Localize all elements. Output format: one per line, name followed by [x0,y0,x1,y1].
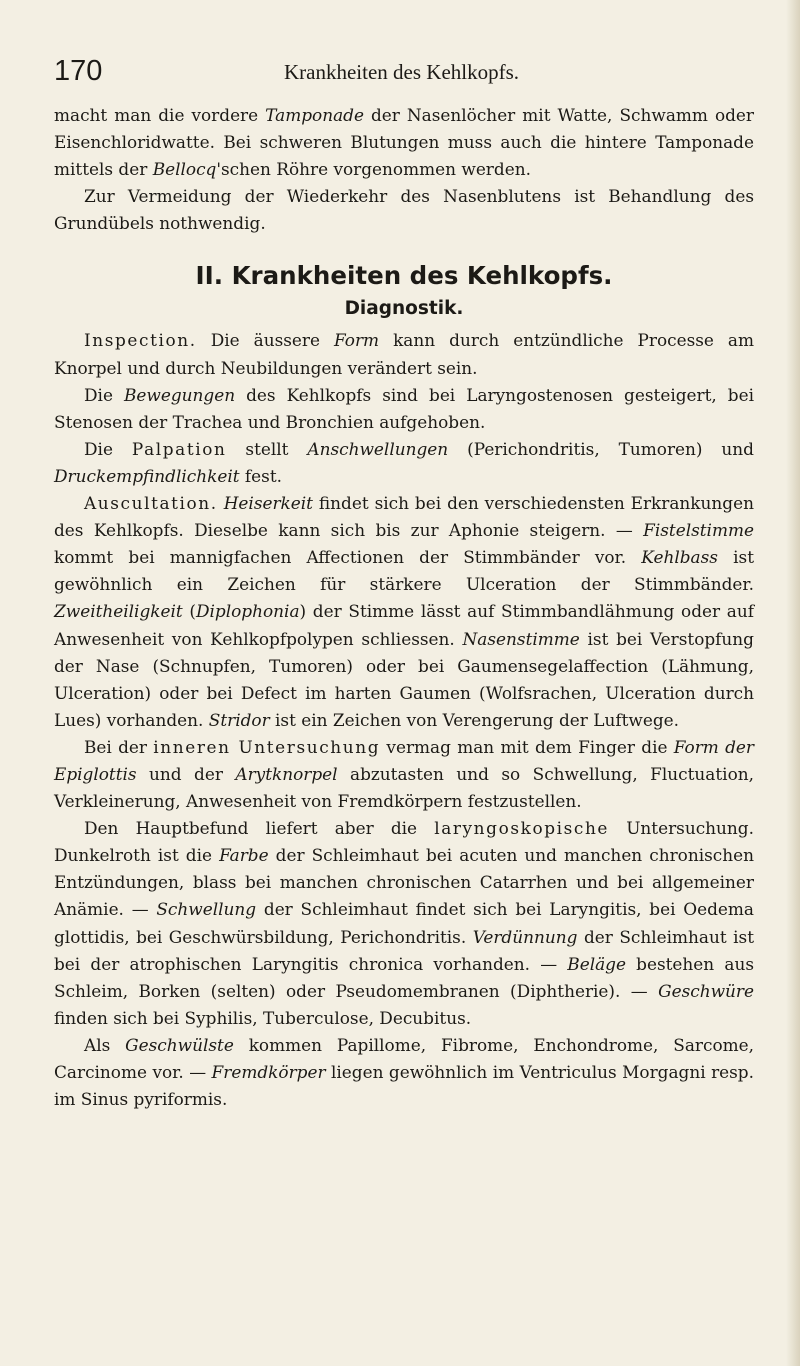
term-geschwuere: Geschwüre [658,980,754,1001]
term-form-epiglottis: Form der Epiglottis [54,736,754,784]
paragraph-laryngoskopie: Den Hauptbefund liefert aber die laryngoskopische Untersuchung. Dunkelroth ist die Farbe der Schleimhaut bei acuten und manchen chronischen Entzündungen, blass bei manchen chronischen Catarrhen und bei allgemeiner Anämie. — Schwellung der Schleimhaut findet sich bei Laryngitis, bei Oedema glottidis, bei Geschwürsbildung, Perichondritis. Verdünnung der Schleimhaut ist bei der atrophischen Laryngitis chronica vorhanden. — Beläge bestehen aus Schleim, Borken (selten) oder Pseudomembranen (Diphtherie). — Geschwüre finden sich bei Syphilis, Tuberculose, Decubitus. [54,818,755,1028]
paragraph-palpation: Die Palpation stellt Anschwellungen (Perichondritis, Tumoren) und Druckempfindlichkeit fest. [54,438,754,486]
book-page [54,54,754,1113]
term-nasenstimme: Nasenstimme [462,628,580,649]
section-title: II. Krankheiten des Kehlkopfs. [195,261,613,291]
term-form: Form [334,330,380,351]
term-heiserkeit: Heiserkeit [223,493,313,514]
paragraph-inspection: Inspection. Die äussere Form kann durch entzündliche Processe am Knorpel und durch Neubildungen verändert sein. [54,330,754,378]
term-fistelstimme: Fistelstimme [643,520,754,541]
term-belaege: Beläge [567,953,626,974]
term-laryngoskopische: laryngoskopische [434,818,610,839]
term-druckempfindlichkeit: Druckempfindlichkeit [54,465,240,486]
paragraph-geschwuelste: Als Geschwülste kommen Papillome, Fibrome, Enchondrome, Sarcome, Carcinome vor. — Fremdkörper liegen gewöhnlich im Ventriculus Morgagni resp. im Sinus pyriformis. [54,1034,755,1110]
term-stridor: Stridor [208,709,270,730]
term-innere-untersuchung: inneren Untersuchung [153,736,381,757]
term-arytknorpel: Arytknorpel [235,763,338,784]
term-kehlbass: Kehlbass [641,547,718,568]
term-bellocq: Bellocq [152,159,217,180]
term-verduennung: Verdünnung [472,926,578,947]
term-farbe: Farbe [219,845,269,866]
term-anschwellungen: Anschwellungen [307,438,449,459]
term-schwellung: Schwellung [156,899,257,920]
term-auscultation: Auscultation. [84,493,218,514]
page-number: 170 [54,55,103,87]
term-zweitheiligkeit: Zweitheiligkeit [54,601,183,622]
term-palpation: Palpation [131,438,227,459]
paragraph-innere-untersuchung: Bei der inneren Untersuchung vermag man mit dem Finger die Form der Epiglottis und der Arytknorpel abzutasten und so Schwellung, Fluctuation, Verkleinerung, Anwesenheit von Fremdkörpern festzustellen. [54,736,754,812]
paragraph-tamponade: macht man die vordere Tamponade der Nasenlöcher mit Watte, Schwamm oder Eisenchloridwatte. Bei schweren Blutungen muss auch die hintere Tamponade mittels der Bellocq'schen Röhre vorgenommen werden. [54,105,754,180]
paragraph-auscultation: Auscultation. Heiserkeit findet sich bei den verschiedensten Erkrankungen des Kehlkopfs. Dieselbe kann sich bis zur Aphonie steigern. — Fistelstimme kommt bei mannigfachen Affectionen der Stimmbänder vor. Kehlbass ist gewöhnlich ein Zeichen für stärkere Ulceration der Stimmbänder. Zweitheiligkeit (Diplophonia) der Stimme lässt auf Stimmbandlähmung oder auf Anwesenheit von Kehlkopfpolypen schliessen. Nasenstimme ist bei Verstopfung der Nase (Schnupfen, Tumoren) oder bei Gaumensegelaffection (Lähmung, Ulceration) oder bei Defect im harten Gaumen (Wolfsrachen, Ulceration durch Lues) vorhanden. Stridor ist ein Zeichen von Verengerung der Luftwege. [54,493,754,730]
paragraph-bewegungen: Die Bewegungen des Kehlkopfs sind bei Laryngostenosen gesteigert, bei Stenosen der Trachea und Bronchien aufgehoben. [54,384,754,432]
term-geschwuelste: Geschwülste [125,1034,234,1055]
page-header [54,54,754,102]
term-tamponade: Tamponade [265,105,364,125]
term-fremdkoerper: Fremdkörper [211,1062,326,1082]
term-inspection: Inspection. [84,330,197,351]
page-edge-shadow [786,0,800,1366]
paragraph-vermeidung: Zur Vermeidung der Wiederkehr des Nasenblutens ist Behandlung des Grundübels nothwendig. [54,186,754,234]
term-diplophonia: Diplophonia [195,601,300,622]
running-head: Krankheiten des Kehlkopfs. [284,60,520,84]
subsection-title: Diagnostik. [344,298,464,320]
term-bewegungen: Bewegungen [123,384,236,405]
